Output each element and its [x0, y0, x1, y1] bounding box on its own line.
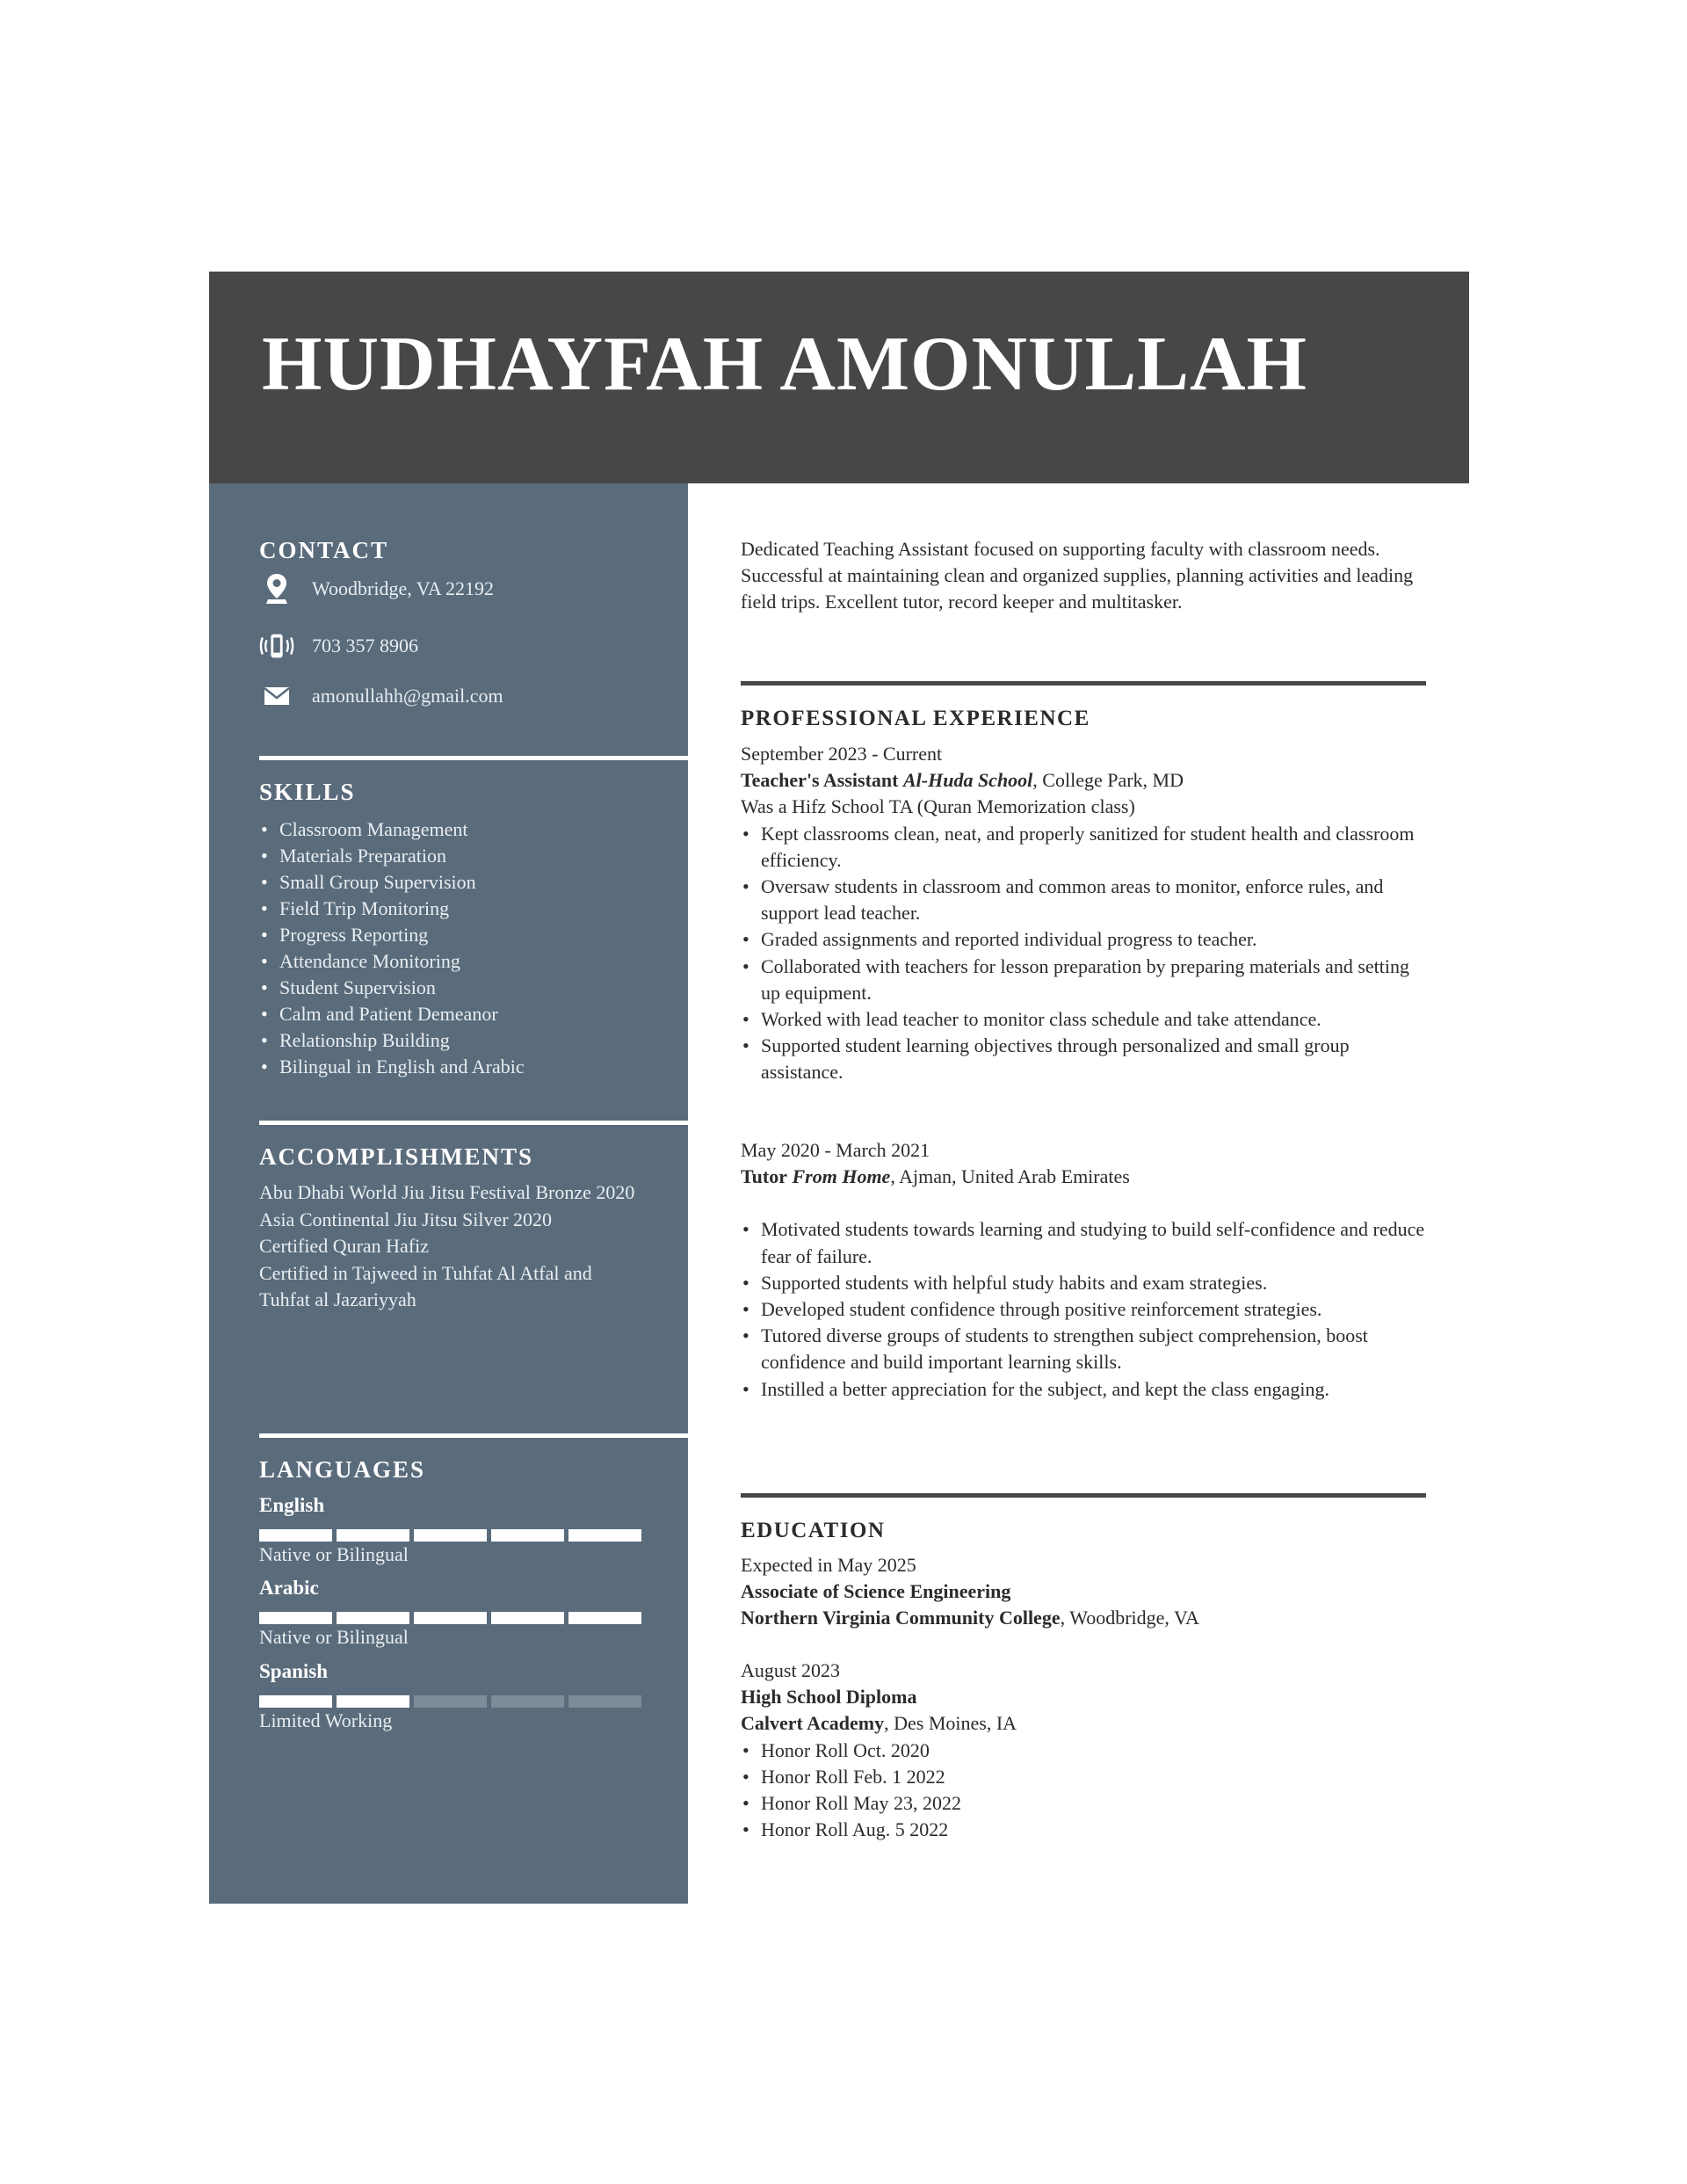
education-heading: EDUCATION — [741, 1519, 886, 1542]
job-dates: May 2020 - March 2021 — [741, 1139, 930, 1161]
language-level: Limited Working — [259, 1709, 393, 1731]
job-title-line — [741, 767, 1426, 794]
job-dates: September 2023 - Current — [741, 743, 943, 765]
main-column — [741, 536, 1426, 1841]
job-title: Teacher's Assistant — [741, 769, 899, 792]
contact-email-text: amonullahh@gmail.com — [312, 685, 503, 707]
contact-section — [259, 537, 688, 707]
education-dates: August 2023 — [741, 1659, 841, 1681]
candidate-name: HUDHAYFAH AMONULLAH — [262, 322, 1307, 407]
professional-summary: Dedicated Teaching Assistant focused on supporting faculty with classroom needs. Successful at maintaining clean and organized supplies, planning activities and leading field trips. Excellent tutor, record keeper and multitasker. — [741, 538, 1414, 613]
skill-item: • Calm and Patient Demeanor — [259, 1001, 688, 1027]
education-entry — [741, 1658, 1426, 1843]
education-school-line — [741, 1710, 1426, 1737]
language-name: Arabic — [259, 1577, 319, 1599]
skill-item: • Relationship Building — [259, 1027, 688, 1054]
education-bullet: • Honor Roll Oct. 2020 — [741, 1738, 1429, 1764]
education-location: , Woodbridge, VA — [1060, 1607, 1199, 1629]
job-title: Tutor — [741, 1165, 787, 1188]
language-arabic — [259, 1578, 646, 1647]
job-bullet: • Developed student confidence through positive reinforcement strategies. — [741, 1296, 1429, 1323]
job-title-line — [741, 1164, 1426, 1190]
language-english — [259, 1495, 646, 1564]
education-school-line — [741, 1605, 1426, 1631]
rating-segment-filled — [259, 1695, 332, 1708]
education-degree: High School Diploma — [741, 1686, 917, 1709]
skill-item: • Attendance Monitoring — [259, 948, 688, 975]
contact-heading: CONTACT — [259, 537, 389, 563]
skill-item: • Student Supervision — [259, 975, 688, 1001]
contact-location — [259, 572, 494, 606]
education-bullet: • Honor Roll Aug. 5 2022 — [741, 1817, 1429, 1843]
job-bullets — [741, 1216, 1426, 1402]
section-divider — [259, 1121, 688, 1125]
job-bullet: • Tutored diverse groups of students to strengthen subject comprehension, boost confidence and build important learning skills. — [741, 1323, 1429, 1375]
skill-item: • Materials Preparation — [259, 843, 688, 869]
rating-segment-filled — [259, 1612, 332, 1624]
experience-heading: PROFESSIONAL EXPERIENCE — [741, 707, 1090, 730]
education-location: , Des Moines, IA — [884, 1712, 1017, 1735]
section-divider — [259, 1433, 688, 1438]
job-bullet: • Oversaw students in classroom and common areas to monitor, enforce rules, and support lead teacher. — [741, 874, 1429, 926]
rating-segment-filled — [337, 1612, 409, 1624]
accomplishments-heading: ACCOMPLISHMENTS — [259, 1143, 534, 1170]
job-bullet: • Motivated students towards learning and studying to build self-confidence and reduce fear of failure. — [741, 1216, 1429, 1269]
language-rating — [259, 1529, 646, 1542]
job-employer: From Home — [792, 1165, 891, 1188]
language-level: Native or Bilingual — [259, 1543, 409, 1565]
job-bullet: • Supported student learning objectives through personalized and small group assistance. — [741, 1033, 1429, 1085]
language-spanish — [259, 1661, 646, 1731]
job-location: , College Park, MD — [1032, 769, 1184, 792]
section-divider — [741, 681, 1426, 686]
education-bullets — [741, 1738, 1426, 1844]
rating-segment-filled — [414, 1529, 487, 1542]
languages-section — [259, 1456, 688, 1731]
rating-segment-filled — [414, 1612, 487, 1624]
accomplishment-item: Abu Dhabi World Jiu Jitsu Festival Bronze 2020 — [259, 1181, 635, 1203]
language-level: Native or Bilingual — [259, 1626, 409, 1648]
rating-segment-filled — [491, 1529, 564, 1542]
accomplishments-list — [259, 1179, 688, 1314]
job-bullets — [741, 821, 1426, 1086]
accomplishment-item: Certified Quran Hafiz — [259, 1235, 430, 1257]
rating-segment-filled — [568, 1612, 641, 1624]
education-entry — [741, 1552, 1426, 1632]
accomplishment-item: Certified in Tajweed in Tuhfat Al Atfal and Tuhfat al Jazariyyah — [259, 1261, 592, 1310]
language-rating — [259, 1612, 646, 1624]
job-bullet: • Supported students with helpful study habits and exam strategies. — [741, 1270, 1429, 1296]
languages-heading: LANGUAGES — [259, 1456, 426, 1483]
education-school: Northern Virginia Community College — [741, 1607, 1061, 1629]
rating-segment-filled — [337, 1529, 409, 1542]
contact-email — [259, 685, 503, 707]
job-bullet: • Graded assignments and reported individual progress to teacher. — [741, 926, 1429, 953]
education-bullet: • Honor Roll Feb. 1 2022 — [741, 1764, 1429, 1790]
rating-segment-filled — [259, 1529, 332, 1542]
contact-phone — [259, 632, 418, 660]
section-divider — [741, 1493, 1426, 1498]
contact-phone-text: 703 357 8906 — [312, 635, 418, 657]
education-school: Calvert Academy — [741, 1712, 885, 1735]
job-bullet: • Worked with lead teacher to monitor class schedule and take attendance. — [741, 1006, 1429, 1033]
accomplishment-item: Asia Continental Jiu Jitsu Silver 2020 — [259, 1208, 553, 1230]
skill-item: • Classroom Management — [259, 816, 688, 843]
job-location: , Ajman, United Arab Emirates — [890, 1165, 1130, 1188]
job-bullet: • Collaborated with teachers for lesson preparation by preparing materials and setting up equipment. — [741, 954, 1429, 1006]
skill-item: • Bilingual in English and Arabic — [259, 1054, 688, 1080]
rating-segment-empty — [414, 1695, 487, 1708]
resume-header — [209, 272, 1469, 483]
section-divider — [259, 756, 688, 760]
skills-list — [259, 816, 688, 1080]
language-name: English — [259, 1494, 325, 1516]
education-degree: Associate of Science Engineering — [741, 1580, 1011, 1603]
skill-item: • Field Trip Monitoring — [259, 896, 688, 922]
rating-segment-filled — [568, 1529, 641, 1542]
rating-segment-empty — [491, 1695, 564, 1708]
job-employer: Al-Huda School — [902, 769, 1033, 792]
job-bullet: • Instilled a better appreciation for the subject, and kept the class engaging. — [741, 1376, 1429, 1403]
rating-segment-filled — [491, 1612, 564, 1624]
location-pin-icon — [259, 572, 294, 606]
education-bullet: • Honor Roll May 23, 2022 — [741, 1790, 1429, 1817]
sidebar — [209, 483, 688, 1904]
education-dates: Expected in May 2025 — [741, 1554, 916, 1576]
rating-segment-filled — [337, 1695, 409, 1708]
email-icon — [259, 686, 294, 706]
job-entry — [741, 741, 1426, 1086]
skills-heading: SKILLS — [259, 779, 356, 805]
job-note: Was a Hifz School TA (Quran Memorization class) — [741, 795, 1135, 818]
phone-icon — [259, 632, 294, 660]
skill-item: • Small Group Supervision — [259, 869, 688, 896]
skills-section — [259, 780, 688, 1080]
skill-item: • Progress Reporting — [259, 922, 688, 948]
accomplishments-section — [259, 1145, 688, 1314]
language-rating — [259, 1695, 646, 1708]
contact-location-text: Woodbridge, VA 22192 — [312, 577, 495, 599]
rating-segment-empty — [568, 1695, 641, 1708]
job-bullet: • Kept classrooms clean, neat, and properly sanitized for student health and classroom efficiency. — [741, 821, 1429, 874]
language-name: Spanish — [259, 1660, 329, 1682]
job-entry — [741, 1137, 1426, 1403]
